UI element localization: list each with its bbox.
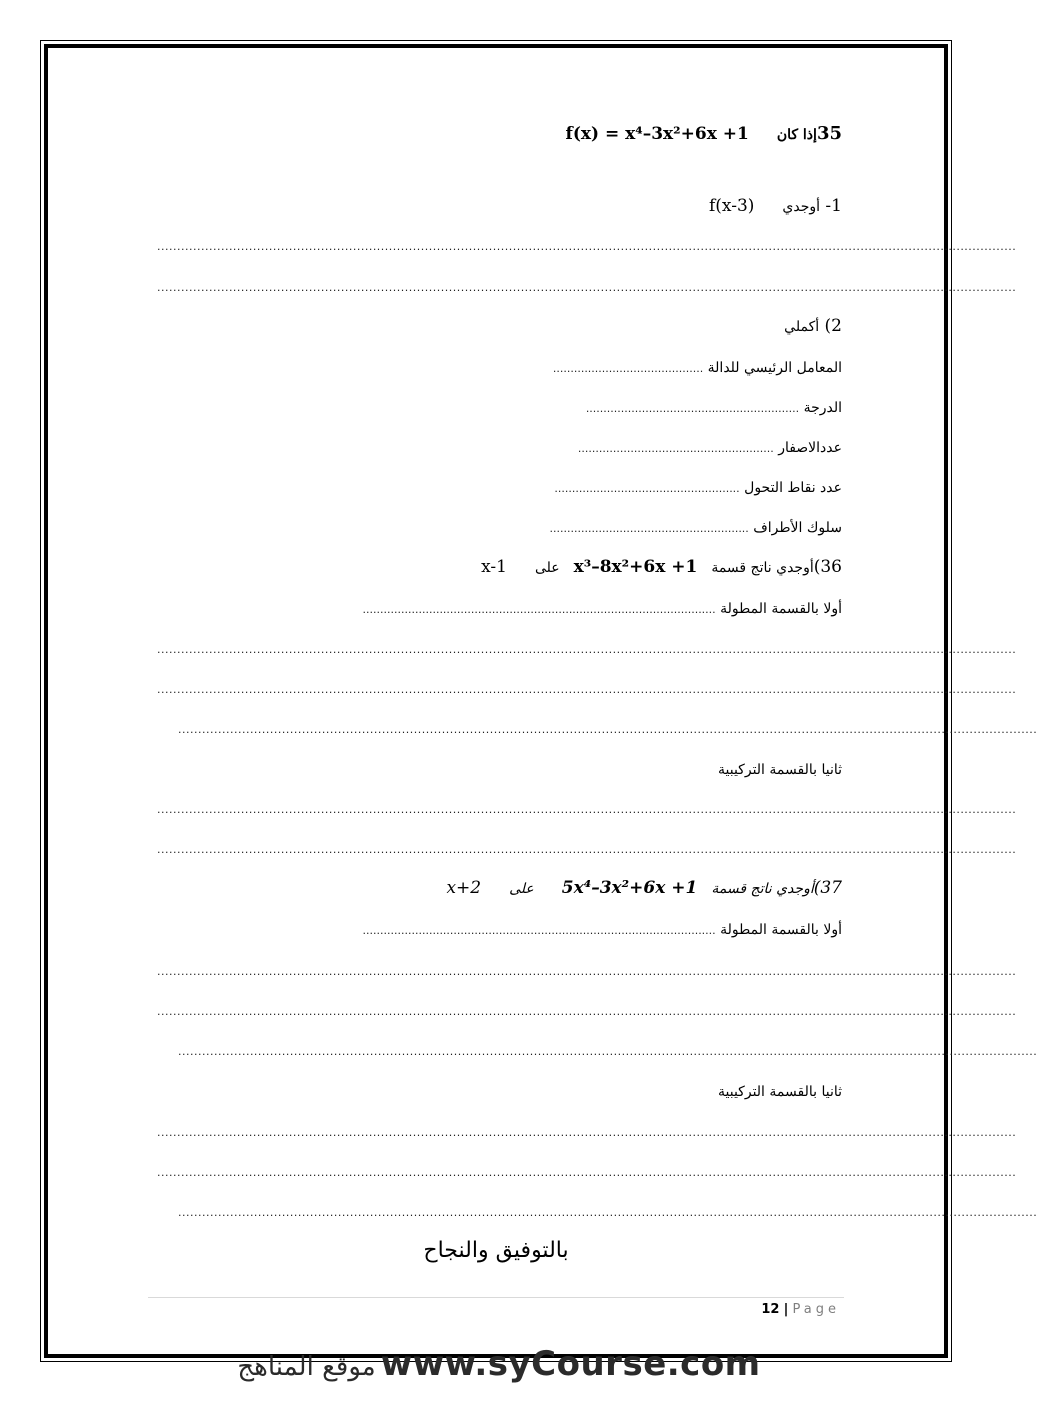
q37-on: على [509,881,534,897]
q37-synthetic-division [718,1082,842,1102]
field-label: الدرجة [803,400,842,416]
field-end-behavior [550,518,843,539]
answer-line: ....................................................................................................................................................................................................................... [157,1005,1017,1018]
answer-line: ....................................................................................................................................................................................................................... [178,723,1037,736]
method-label: أولا بالقسمة المطولة [720,922,842,938]
page-number: 12 [761,1302,780,1317]
q37-heading [446,878,842,899]
fill-in-dots: ........................................... [552,362,704,375]
page-label: Page [792,1302,840,1317]
page-separator: | [783,1302,789,1317]
q36-heading [481,557,842,578]
answer-line: ....................................................................................................................................................................................................................... [157,1126,1017,1139]
q37-long-division [363,920,842,941]
q36-on: على [534,560,560,576]
fill-in-dots: ..................................................................................................... [362,603,716,616]
q35-item1-expr: f(x-3) [708,196,755,216]
site-watermark [0,1344,992,1384]
answer-line: ....................................................................................................................................................................................................................... [157,1166,1017,1179]
fill-in-dots: ..................................................................................................... [362,924,716,937]
q35-item2-number: 2) [824,316,842,336]
q35-heading [566,124,842,145]
answer-line: ....................................................................................................................................................................................................................... [157,843,1017,856]
field-number-of-zeros [578,438,842,459]
fill-in-dots: ......................................................... [549,522,749,535]
q37-dividend: 5x⁴–3x²+6x +1 [561,878,698,898]
field-leading-coefficient [553,358,842,379]
answer-line: ....................................................................................................................................................................................................................... [178,1045,1037,1058]
field-degree [586,398,842,419]
fill-in-dots: ............................................................. [585,402,800,415]
page-footer [761,1302,840,1317]
q35-function: f(x) = x⁴–3x²+6x +1 [565,124,749,144]
watermark-url: www.syCourse.com [380,1344,761,1384]
fill-in-dots: ........................................................ [577,442,774,455]
closing-message: بالتوفيق والنجاح [423,1238,569,1263]
q37-text: أوجدي ناتج قسمة [711,881,814,897]
q37-divisor: x+2 [446,878,482,898]
answer-line: ....................................................................................................................................................................................................................... [157,803,1017,816]
field-turning-points [554,478,842,499]
q35-item1 [709,196,842,217]
answer-line: ....................................................................................................................................................................................................................... [157,281,1017,294]
q35-item2-text: أكملي [784,319,820,335]
q35-number: 35 [816,123,842,144]
answer-line: ....................................................................................................................................................................................................................... [157,240,1017,253]
field-label: عددالاصفار [778,440,842,456]
field-label: عدد نقاط التحول [744,480,842,496]
answer-line: ....................................................................................................................................................................................................................... [178,1206,1037,1219]
q36-divisor: x-1 [481,557,507,577]
q35-item2 [784,316,842,337]
field-label: سلوك الأطراف [753,520,842,536]
method-label: أولا بالقسمة المطولة [720,601,842,617]
q35-item1-number: 1- [825,196,842,216]
answer-line: ....................................................................................................................................................................................................................... [157,683,1017,696]
fill-in-dots: ..................................................... [554,482,740,495]
q35-item1-text: أوجدي [782,199,821,215]
q35-intro: إذا كان [776,127,817,143]
answer-line: ....................................................................................................................................................................................................................... [157,643,1017,656]
field-label: المعامل الرئيسي للدالة [707,360,842,376]
answer-line: ....................................................................................................................................................................................................................... [157,965,1017,978]
q36-synthetic-division [718,760,842,780]
watermark-site-name: موقع المناهج [237,1352,376,1382]
q36-number: 36) [813,557,842,577]
footer-divider [148,1297,844,1298]
method-label: ثانيا بالقسمة التركيبية [718,762,842,778]
q37-number: 37) [813,878,842,898]
method-label: ثانيا بالقسمة التركيبية [718,1084,842,1100]
q36-dividend: x³–8x²+6x +1 [573,557,698,577]
q36-text: أوجدي ناتج قسمة [711,560,814,576]
q36-long-division [363,599,842,620]
